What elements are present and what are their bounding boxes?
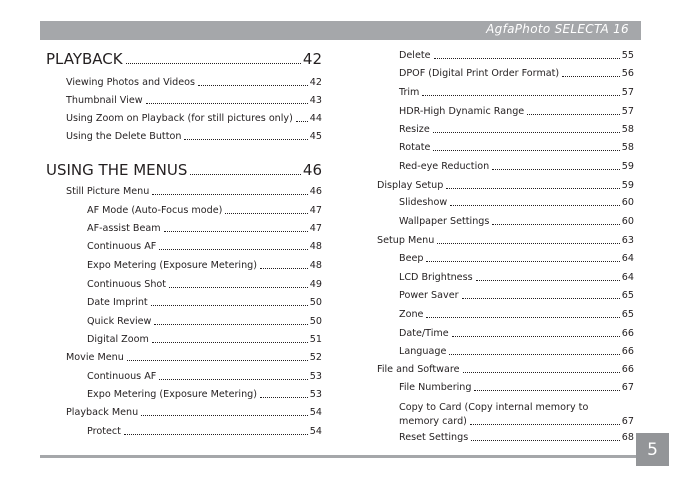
toc-leader-dots bbox=[433, 132, 620, 133]
toc-leader-dots bbox=[492, 169, 620, 170]
toc-entry[interactable] bbox=[87, 389, 322, 401]
toc-entry-label: Setup Menu bbox=[377, 235, 435, 246]
toc-leader-dots bbox=[463, 372, 620, 373]
toc-entry[interactable] bbox=[399, 68, 634, 80]
toc-entry-label: Using the Delete Button bbox=[66, 131, 182, 142]
toc-entry-page: 54 bbox=[309, 407, 322, 418]
toc-entry-page: 59 bbox=[621, 161, 634, 172]
toc-leader-dots bbox=[151, 305, 308, 306]
toc-section-heading[interactable] bbox=[46, 50, 322, 68]
toc-leader-dots bbox=[190, 174, 301, 175]
toc-entry[interactable] bbox=[66, 131, 322, 143]
toc-entry[interactable] bbox=[399, 87, 634, 99]
toc-leader-dots bbox=[527, 114, 620, 115]
toc-entry[interactable] bbox=[66, 95, 322, 107]
toc-entry-page: 42 bbox=[302, 50, 322, 68]
toc-entry-label: Quick Review bbox=[87, 316, 152, 327]
toc-entry-page: 47 bbox=[309, 223, 322, 234]
toc-entry-label: Language bbox=[399, 346, 447, 357]
toc-entry[interactable] bbox=[87, 279, 322, 291]
toc-entry-page: 67 bbox=[621, 416, 634, 427]
toc-entry-page: 67 bbox=[621, 382, 634, 393]
toc-entry[interactable] bbox=[399, 346, 634, 358]
toc-entry[interactable] bbox=[399, 328, 634, 340]
toc-entry[interactable] bbox=[66, 352, 322, 364]
toc-entry-page: 66 bbox=[621, 328, 634, 339]
toc-entry-label: Expo Metering (Exposure Metering) bbox=[87, 260, 257, 271]
toc-entry[interactable] bbox=[87, 371, 322, 383]
toc-entry-label: Date Imprint bbox=[87, 297, 148, 308]
toc-entry-label: Playback Menu bbox=[66, 407, 139, 418]
toc-entry[interactable] bbox=[66, 407, 322, 419]
toc-entry-page: 64 bbox=[621, 272, 634, 283]
toc-leader-dots bbox=[164, 231, 308, 232]
toc-leader-dots bbox=[184, 139, 307, 140]
toc-leader-dots bbox=[296, 121, 308, 122]
toc-entry-label: Using Zoom on Playback (for still pictures only) bbox=[66, 113, 293, 124]
toc-leader-dots bbox=[450, 205, 620, 206]
toc-entry[interactable] bbox=[377, 364, 634, 376]
toc-entry-label: Reset Settings bbox=[399, 432, 469, 443]
toc-entry-label: Digital Zoom bbox=[87, 334, 149, 345]
toc-leader-dots bbox=[198, 85, 308, 86]
toc-section-heading[interactable] bbox=[46, 161, 322, 179]
toc-entry[interactable] bbox=[87, 297, 322, 309]
toc-entry-page: 49 bbox=[309, 279, 322, 290]
toc-entry-page: 53 bbox=[309, 389, 322, 400]
toc-entry-page: 66 bbox=[621, 364, 634, 375]
toc-entry[interactable] bbox=[399, 106, 634, 118]
toc-leader-dots bbox=[152, 342, 308, 343]
toc-entry[interactable] bbox=[87, 426, 322, 438]
toc-entry[interactable] bbox=[399, 50, 634, 62]
toc-entry-page: 55 bbox=[621, 50, 634, 61]
toc-entry[interactable] bbox=[66, 186, 322, 198]
toc-entry-label: AF-assist Beam bbox=[87, 223, 161, 234]
toc-entry-label: Trim bbox=[399, 87, 420, 98]
header-title: AgfaPhoto SELECTA 16 bbox=[486, 22, 629, 36]
toc-entry[interactable] bbox=[399, 142, 634, 154]
toc-entry-label: Still Picture Menu bbox=[66, 186, 150, 197]
toc-entry-page: 46 bbox=[309, 186, 322, 197]
toc-entry[interactable] bbox=[87, 334, 322, 346]
toc-entry-label: Display Setup bbox=[377, 180, 444, 191]
toc-leader-dots bbox=[471, 440, 620, 441]
toc-entry[interactable] bbox=[87, 223, 322, 235]
toc-entry-page: 51 bbox=[309, 334, 322, 345]
footer-rule bbox=[40, 455, 643, 458]
toc-entry[interactable] bbox=[87, 260, 322, 272]
toc-entry-page: 57 bbox=[621, 106, 634, 117]
toc-entry-label-line2: memory card) bbox=[399, 416, 467, 427]
toc-entry-label: PLAYBACK bbox=[46, 50, 123, 68]
toc-entry-label: USING THE MENUS bbox=[46, 161, 188, 179]
toc-leader-dots bbox=[426, 261, 619, 262]
toc-entry[interactable] bbox=[399, 309, 634, 321]
toc-leader-dots bbox=[434, 58, 620, 59]
toc-entry-label: File Numbering bbox=[399, 382, 472, 393]
toc-entry-label: Continuous Shot bbox=[87, 279, 167, 290]
toc-entry-label: Red-eye Reduction bbox=[399, 161, 490, 172]
toc-leader-dots bbox=[260, 397, 308, 398]
toc-entry[interactable] bbox=[66, 77, 322, 89]
toc-entry-page: 58 bbox=[621, 142, 634, 153]
toc-entry-label: AF Mode (Auto-Focus mode) bbox=[87, 205, 223, 216]
toc-leader-dots bbox=[422, 95, 619, 96]
toc-entry-label: HDR-High Dynamic Range bbox=[399, 106, 525, 117]
toc-leader-dots bbox=[470, 424, 620, 425]
toc-entry-page: 64 bbox=[621, 253, 634, 264]
toc-entry-label: Movie Menu bbox=[66, 352, 124, 363]
toc-entry-label: Slideshow bbox=[399, 197, 448, 208]
toc-entry-label: Zone bbox=[399, 309, 424, 320]
toc-entry-label: File and Software bbox=[377, 364, 460, 375]
toc-entry-label: Rotate bbox=[399, 142, 431, 153]
toc-entry[interactable] bbox=[377, 180, 634, 192]
toc-entry[interactable] bbox=[399, 197, 634, 209]
toc-entry-label: Beep bbox=[399, 253, 424, 264]
header-bar bbox=[40, 21, 641, 40]
toc-entry-label: Thumbnail View bbox=[66, 95, 143, 106]
toc-entry-page: 54 bbox=[309, 426, 322, 437]
toc-entry-label: Power Saver bbox=[399, 290, 459, 301]
toc-leader-dots bbox=[449, 354, 619, 355]
toc-entry-page: 52 bbox=[309, 352, 322, 363]
toc-entry-page: 58 bbox=[621, 124, 634, 135]
toc-entry[interactable] bbox=[66, 113, 322, 125]
toc-leader-dots bbox=[476, 280, 620, 281]
toc-entry-page: 48 bbox=[309, 241, 322, 252]
toc-entry-page: 65 bbox=[621, 309, 634, 320]
toc-entry-label: Continuous AF bbox=[87, 241, 157, 252]
toc-entry-label: Continuous AF bbox=[87, 371, 157, 382]
toc-leader-dots bbox=[446, 188, 619, 189]
toc-entry-label: Delete bbox=[399, 50, 431, 61]
toc-entry[interactable] bbox=[87, 316, 322, 328]
toc-entry-page: 63 bbox=[621, 235, 634, 246]
toc-entry[interactable] bbox=[87, 205, 322, 217]
toc-entry-page: 44 bbox=[309, 113, 322, 124]
toc-entry[interactable] bbox=[399, 290, 634, 302]
toc-entry-label: Expo Metering (Exposure Metering) bbox=[87, 389, 257, 400]
toc-entry-page: 50 bbox=[309, 316, 322, 327]
toc-leader-dots bbox=[225, 213, 307, 214]
toc-leader-dots bbox=[169, 287, 308, 288]
toc-entry-page: 66 bbox=[621, 346, 634, 357]
toc-leader-dots bbox=[462, 298, 620, 299]
toc-entry-label: Copy to Card (Copy internal memory to bbox=[399, 402, 589, 413]
toc-entry[interactable] bbox=[399, 272, 634, 284]
toc-entry-page: 57 bbox=[621, 87, 634, 98]
toc-entry-page: 50 bbox=[309, 297, 322, 308]
toc-entry[interactable] bbox=[399, 382, 634, 394]
toc-entry[interactable] bbox=[87, 241, 322, 253]
toc-entry[interactable] bbox=[399, 124, 634, 136]
toc-entry-page: 42 bbox=[309, 77, 322, 88]
toc-entry-label: LCD Brightness bbox=[399, 272, 473, 283]
toc-leader-dots bbox=[126, 63, 301, 64]
toc-entry-page: 48 bbox=[309, 260, 322, 271]
toc-entry-page: 60 bbox=[621, 216, 634, 227]
page-number-badge: 5 bbox=[636, 433, 669, 466]
toc-leader-dots bbox=[159, 249, 307, 250]
toc-leader-dots bbox=[159, 379, 307, 380]
toc-entry[interactable] bbox=[399, 216, 634, 228]
toc-entry-page: 53 bbox=[309, 371, 322, 382]
toc-entry[interactable] bbox=[399, 161, 634, 173]
toc-leader-dots bbox=[433, 150, 619, 151]
toc-leader-dots bbox=[260, 268, 308, 269]
toc-entry-label: Date/Time bbox=[399, 328, 449, 339]
toc-leader-dots bbox=[437, 243, 619, 244]
toc-entry[interactable] bbox=[399, 253, 634, 265]
toc-leader-dots bbox=[127, 360, 308, 361]
toc-leader-dots bbox=[426, 317, 619, 318]
toc-entry[interactable] bbox=[399, 432, 634, 444]
toc-leader-dots bbox=[124, 434, 308, 435]
toc-entry-page: 65 bbox=[621, 290, 634, 301]
toc-entry-page: 59 bbox=[621, 180, 634, 191]
toc-entry-label: Resize bbox=[399, 124, 430, 135]
toc-entry-page: 45 bbox=[309, 131, 322, 142]
toc-entry-page: 60 bbox=[621, 197, 634, 208]
toc-leader-dots bbox=[562, 76, 620, 77]
toc-entry[interactable] bbox=[377, 235, 634, 247]
toc-entry-page: 68 bbox=[621, 432, 634, 443]
toc-leader-dots bbox=[154, 324, 307, 325]
toc-leader-dots bbox=[452, 336, 620, 337]
toc-entry-page: 47 bbox=[309, 205, 322, 216]
toc-entry-label: Protect bbox=[87, 426, 121, 437]
toc-entry[interactable] bbox=[399, 402, 634, 428]
toc-entry-label: DPOF (Digital Print Order Format) bbox=[399, 68, 560, 79]
toc-entry-label: Wallpaper Settings bbox=[399, 216, 490, 227]
toc-entry-page: 56 bbox=[621, 68, 634, 79]
toc-leader-dots bbox=[141, 415, 308, 416]
toc-entry-page: 43 bbox=[309, 95, 322, 106]
toc-leader-dots bbox=[474, 390, 619, 391]
toc-entry-label: Viewing Photos and Videos bbox=[66, 77, 196, 88]
toc-entry-page: 46 bbox=[302, 161, 322, 179]
toc-leader-dots bbox=[152, 194, 308, 195]
toc-leader-dots bbox=[146, 103, 308, 104]
toc-leader-dots bbox=[492, 224, 619, 225]
